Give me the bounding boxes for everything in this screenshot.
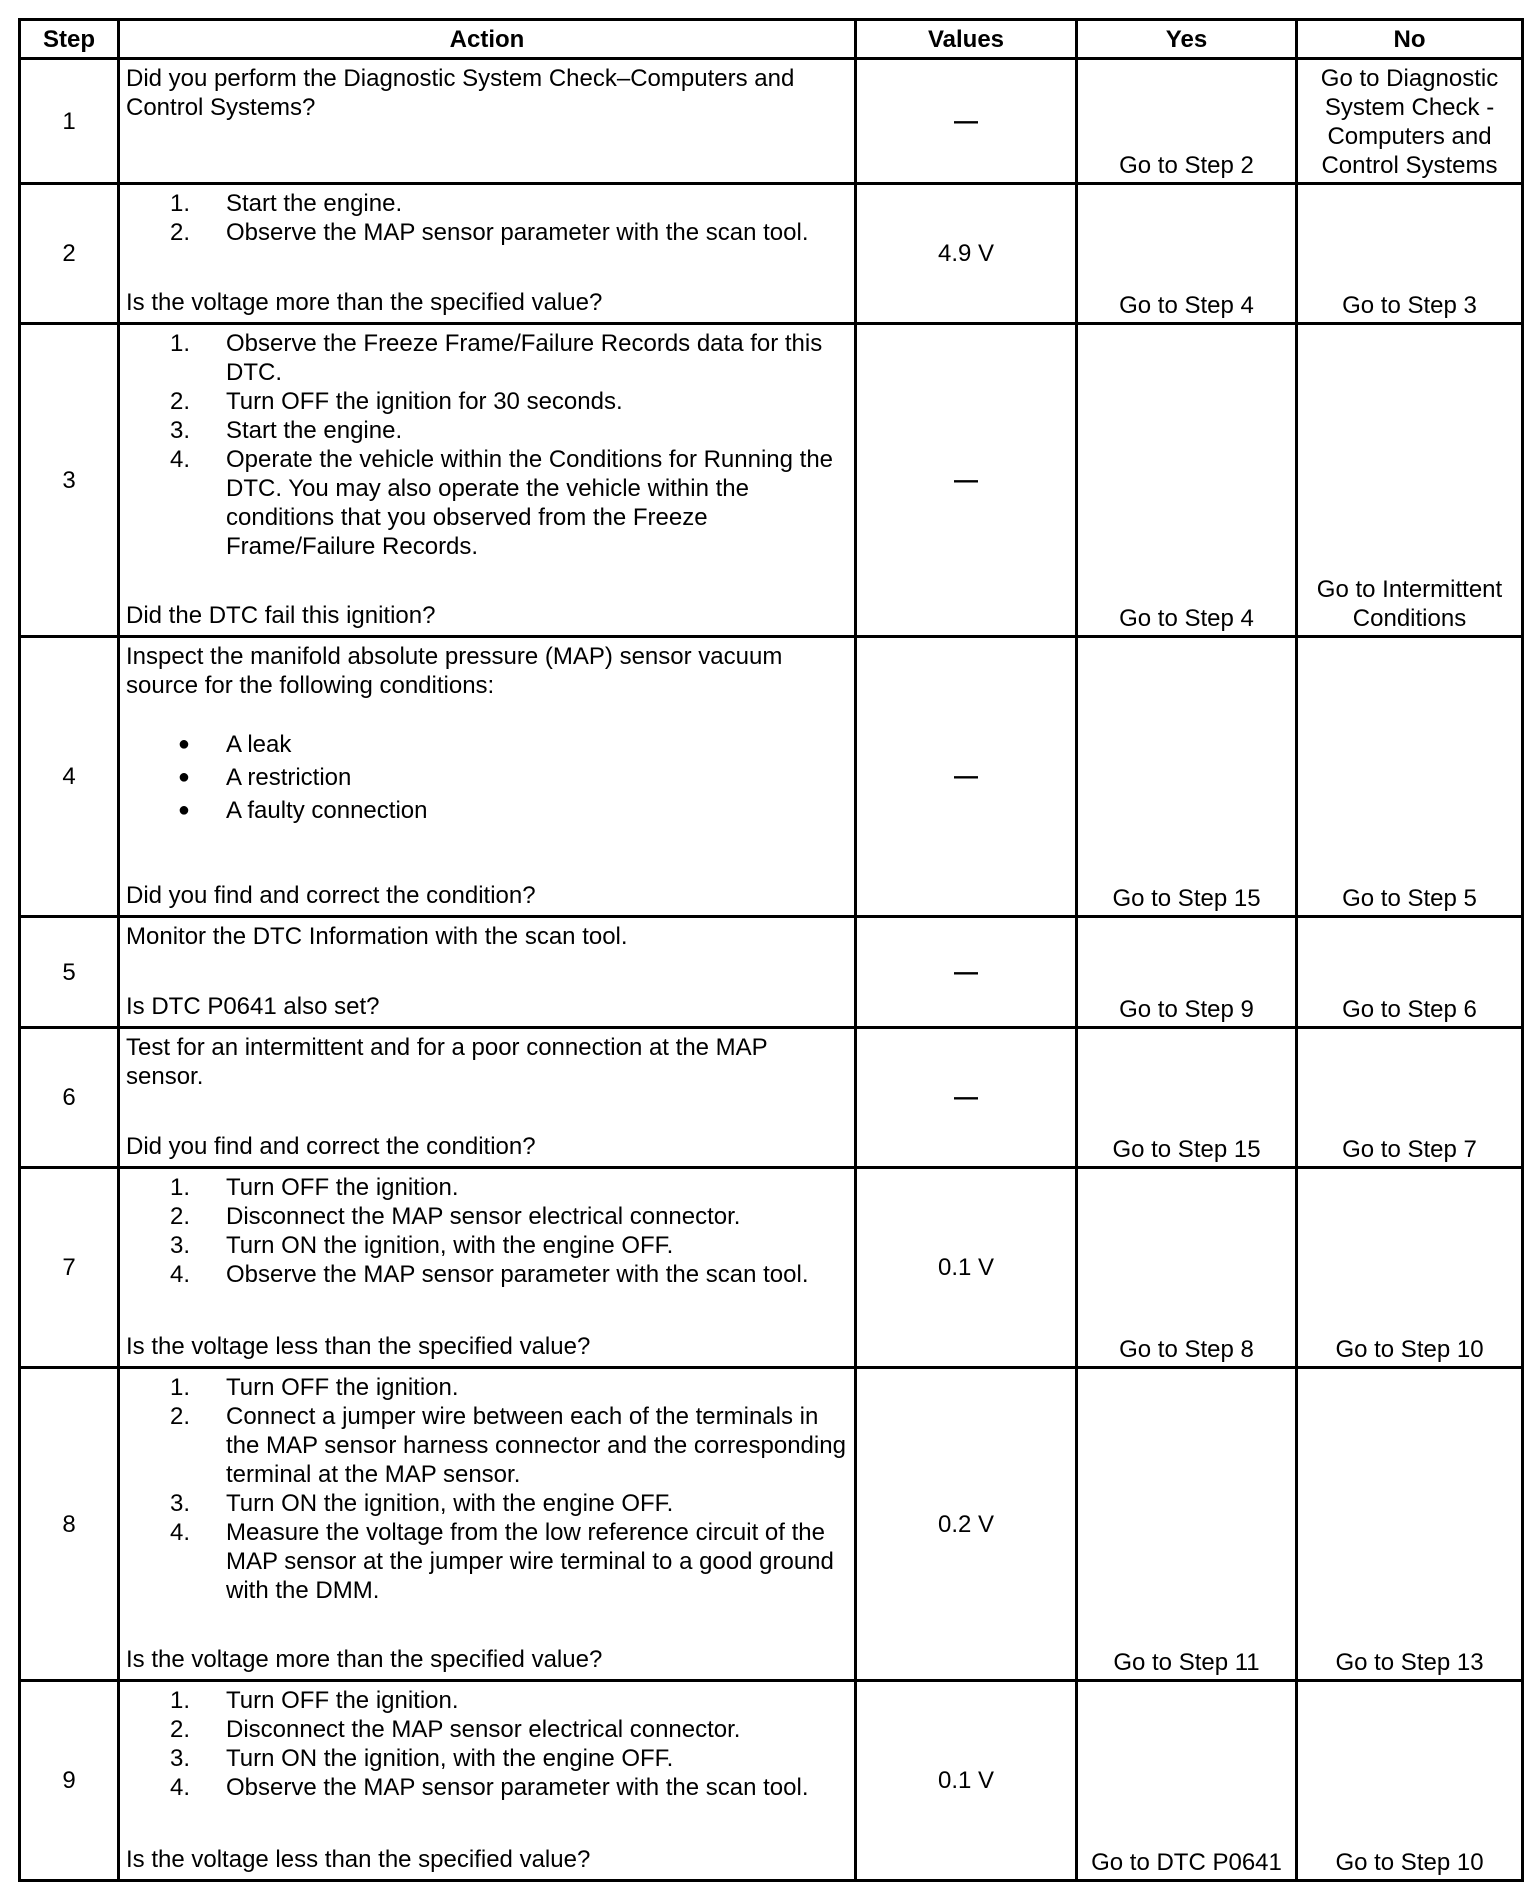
action-intro: Monitor the DTC Information with the scan tool. [126, 923, 628, 950]
action-question: Is the voltage more than the specified value? [126, 289, 603, 316]
list-item-number: 4. [169, 1261, 190, 1288]
list-item-number: 4. [169, 1519, 190, 1546]
no-action-link[interactable]: Go to Step 7 [1297, 1028, 1523, 1168]
yes-action-link[interactable]: Go to Step 8 [1077, 1168, 1297, 1368]
step-number: 5 [20, 917, 119, 1028]
action-question: Did you find and correct the condition? [126, 882, 536, 909]
action-cell [119, 1028, 856, 1168]
list-item-text: Disconnect the MAP sensor electrical connector. [226, 1716, 741, 1743]
condition-bullet-list [126, 728, 848, 827]
action-steps-list [126, 189, 848, 247]
no-action-link[interactable]: Go to Diagnostic System Check - Computers and Control Systems [1297, 59, 1523, 184]
list-item-text: Turn ON the ignition, with the engine OFF. [226, 1232, 674, 1259]
list-item-number: 2. [169, 1716, 190, 1743]
bullet-icon: ● [177, 766, 190, 788]
list-item [126, 1260, 848, 1289]
header-step: Step [20, 20, 119, 59]
bullet-text: A restriction [226, 764, 352, 791]
list-item [126, 445, 848, 561]
no-action-link[interactable]: Go to Step 13 [1297, 1368, 1523, 1681]
header-no: No [1297, 20, 1523, 59]
no-action-link[interactable]: Go to Intermittent Conditions [1297, 324, 1523, 637]
table-row [20, 637, 1523, 917]
list-item-text: Disconnect the MAP sensor electrical connector. [226, 1203, 741, 1230]
yes-action-link[interactable]: Go to Step 9 [1077, 917, 1297, 1028]
list-item [126, 1402, 848, 1489]
table-body [20, 59, 1523, 1881]
bullet-icon: ● [177, 733, 190, 755]
yes-action-link[interactable]: Go to Step 15 [1077, 637, 1297, 917]
list-item-number: 3. [169, 1490, 190, 1517]
action-steps-list [126, 1173, 848, 1289]
action-steps-list [126, 1373, 848, 1605]
step-number: 4 [20, 637, 119, 917]
table-row [20, 1368, 1523, 1681]
value-cell: — [856, 1028, 1077, 1168]
list-item-text: Start the engine. [226, 190, 403, 217]
list-item-number: 1. [169, 1174, 190, 1201]
list-item [126, 1202, 848, 1231]
list-item-number: 1. [169, 1687, 190, 1714]
list-item-text: Operate the vehicle within the Conditions for Running the DTC. You may also operate the vehicle within the conditions that you observed from the Freeze Frame/Failure Records. [226, 446, 834, 560]
no-action-link[interactable]: Go to Step 3 [1297, 184, 1523, 324]
action-question: Is the voltage less than the specified value? [126, 1333, 591, 1360]
list-item [126, 1518, 848, 1605]
action-steps-list [126, 329, 848, 561]
yes-action-link[interactable]: Go to Step 2 [1077, 59, 1297, 184]
action-cell [119, 1168, 856, 1368]
list-item [126, 387, 848, 416]
yes-action-link[interactable]: Go to DTC P0641 [1077, 1681, 1297, 1881]
list-item [126, 1744, 848, 1773]
table-row [20, 1168, 1523, 1368]
table-row [20, 917, 1523, 1028]
diagnostic-table-container [18, 18, 1521, 1882]
table-row [20, 59, 1523, 184]
action-question: Is the voltage more than the specified value? [126, 1646, 603, 1673]
list-item-text: Observe the MAP sensor parameter with the scan tool. [226, 219, 809, 246]
value-cell: — [856, 917, 1077, 1028]
step-number: 8 [20, 1368, 119, 1681]
yes-action-link[interactable]: Go to Step 4 [1077, 184, 1297, 324]
list-item-number: 4. [169, 1774, 190, 1801]
list-item-number: 1. [169, 190, 190, 217]
list-item-number: 2. [169, 388, 190, 415]
action-cell [119, 637, 856, 917]
list-item [126, 218, 848, 247]
value-cell: — [856, 324, 1077, 637]
value-cell: 4.9 V [856, 184, 1077, 324]
bullet-item [126, 761, 848, 794]
yes-action-link[interactable]: Go to Step 4 [1077, 324, 1297, 637]
list-item [126, 1231, 848, 1260]
list-item-text: Turn OFF the ignition. [226, 1687, 459, 1714]
list-item-text: Turn ON the ignition, with the engine OFF. [226, 1745, 674, 1772]
value-cell: — [856, 637, 1077, 917]
action-question: Did the DTC fail this ignition? [126, 602, 436, 629]
action-steps-list [126, 1686, 848, 1802]
no-action-link[interactable]: Go to Step 10 [1297, 1168, 1523, 1368]
action-cell [119, 324, 856, 637]
list-item-text: Measure the voltage from the low reference circuit of the MAP sensor at the jumper wire terminal to a good ground with the DMM. [226, 1519, 834, 1604]
action-question: Is the voltage less than the specified value? [126, 1846, 591, 1873]
list-item-text: Observe the MAP sensor parameter with the scan tool. [226, 1774, 809, 1801]
action-cell [119, 59, 856, 184]
value-cell: 0.1 V [856, 1168, 1077, 1368]
action-cell [119, 1368, 856, 1681]
step-number: 7 [20, 1168, 119, 1368]
list-item-text: Turn OFF the ignition. [226, 1374, 459, 1401]
list-item-number: 2. [169, 219, 190, 246]
list-item [126, 416, 848, 445]
list-item [126, 1489, 848, 1518]
list-item-text: Turn OFF the ignition. [226, 1174, 459, 1201]
list-item-number: 1. [169, 1374, 190, 1401]
list-item-number: 3. [169, 1745, 190, 1772]
list-item-text: Connect a jumper wire between each of the terminals in the MAP sensor harness connector and the corresponding terminal at the MAP sensor. [226, 1403, 846, 1488]
action-question: Did you find and correct the condition? [126, 1133, 536, 1160]
action-cell [119, 184, 856, 324]
table-row [20, 1681, 1523, 1881]
value-cell: 0.1 V [856, 1681, 1077, 1881]
header-values: Values [856, 20, 1077, 59]
step-number: 6 [20, 1028, 119, 1168]
no-action-link[interactable]: Go to Step 5 [1297, 637, 1523, 917]
list-item-text: Start the engine. [226, 417, 403, 444]
bullet-item [126, 794, 848, 827]
table-row [20, 324, 1523, 637]
list-item [126, 1173, 848, 1202]
yes-action-link[interactable]: Go to Step 11 [1077, 1368, 1297, 1681]
no-action-link[interactable]: Go to Step 10 [1297, 1681, 1523, 1881]
list-item [126, 329, 848, 387]
diagnostic-table [18, 18, 1524, 1882]
step-number: 3 [20, 324, 119, 637]
list-item [126, 189, 848, 218]
action-intro: Test for an intermittent and for a poor connection at the MAP sensor. [126, 1034, 768, 1090]
list-item [126, 1773, 848, 1802]
step-number: 9 [20, 1681, 119, 1881]
step-number: 2 [20, 184, 119, 324]
value-cell: — [856, 59, 1077, 184]
list-item-number: 2. [169, 1203, 190, 1230]
list-item-number: 4. [169, 446, 190, 473]
bullet-text: A faulty connection [226, 797, 428, 824]
action-intro: Inspect the manifold absolute pressure (MAP) sensor vacuum source for the following conditions: [126, 643, 783, 699]
table-row [20, 1028, 1523, 1168]
bullet-text: A leak [226, 731, 292, 758]
value-cell: 0.2 V [856, 1368, 1077, 1681]
list-item [126, 1715, 848, 1744]
yes-action-link[interactable]: Go to Step 15 [1077, 1028, 1297, 1168]
table-row [20, 184, 1523, 324]
step-number: 1 [20, 59, 119, 184]
list-item-text: Turn ON the ignition, with the engine OFF. [226, 1490, 674, 1517]
no-action-link[interactable]: Go to Step 6 [1297, 917, 1523, 1028]
list-item [126, 1686, 848, 1715]
bullet-item [126, 728, 848, 761]
list-item [126, 1373, 848, 1402]
list-item-text: Turn OFF the ignition for 30 seconds. [226, 388, 623, 415]
list-item-text: Observe the MAP sensor parameter with the scan tool. [226, 1261, 809, 1288]
action-intro: Did you perform the Diagnostic System Check–Computers and Control Systems? [126, 65, 795, 121]
header-row [20, 20, 1523, 59]
list-item-text: Observe the Freeze Frame/Failure Records data for this DTC. [226, 330, 823, 386]
bullet-icon: ● [177, 799, 190, 821]
action-question: Is DTC P0641 also set? [126, 993, 380, 1020]
list-item-number: 3. [169, 417, 190, 444]
list-item-number: 1. [169, 330, 190, 357]
header-yes: Yes [1077, 20, 1297, 59]
action-cell [119, 917, 856, 1028]
list-item-number: 3. [169, 1232, 190, 1259]
list-item-number: 2. [169, 1403, 190, 1430]
action-cell [119, 1681, 856, 1881]
header-action: Action [119, 20, 856, 59]
